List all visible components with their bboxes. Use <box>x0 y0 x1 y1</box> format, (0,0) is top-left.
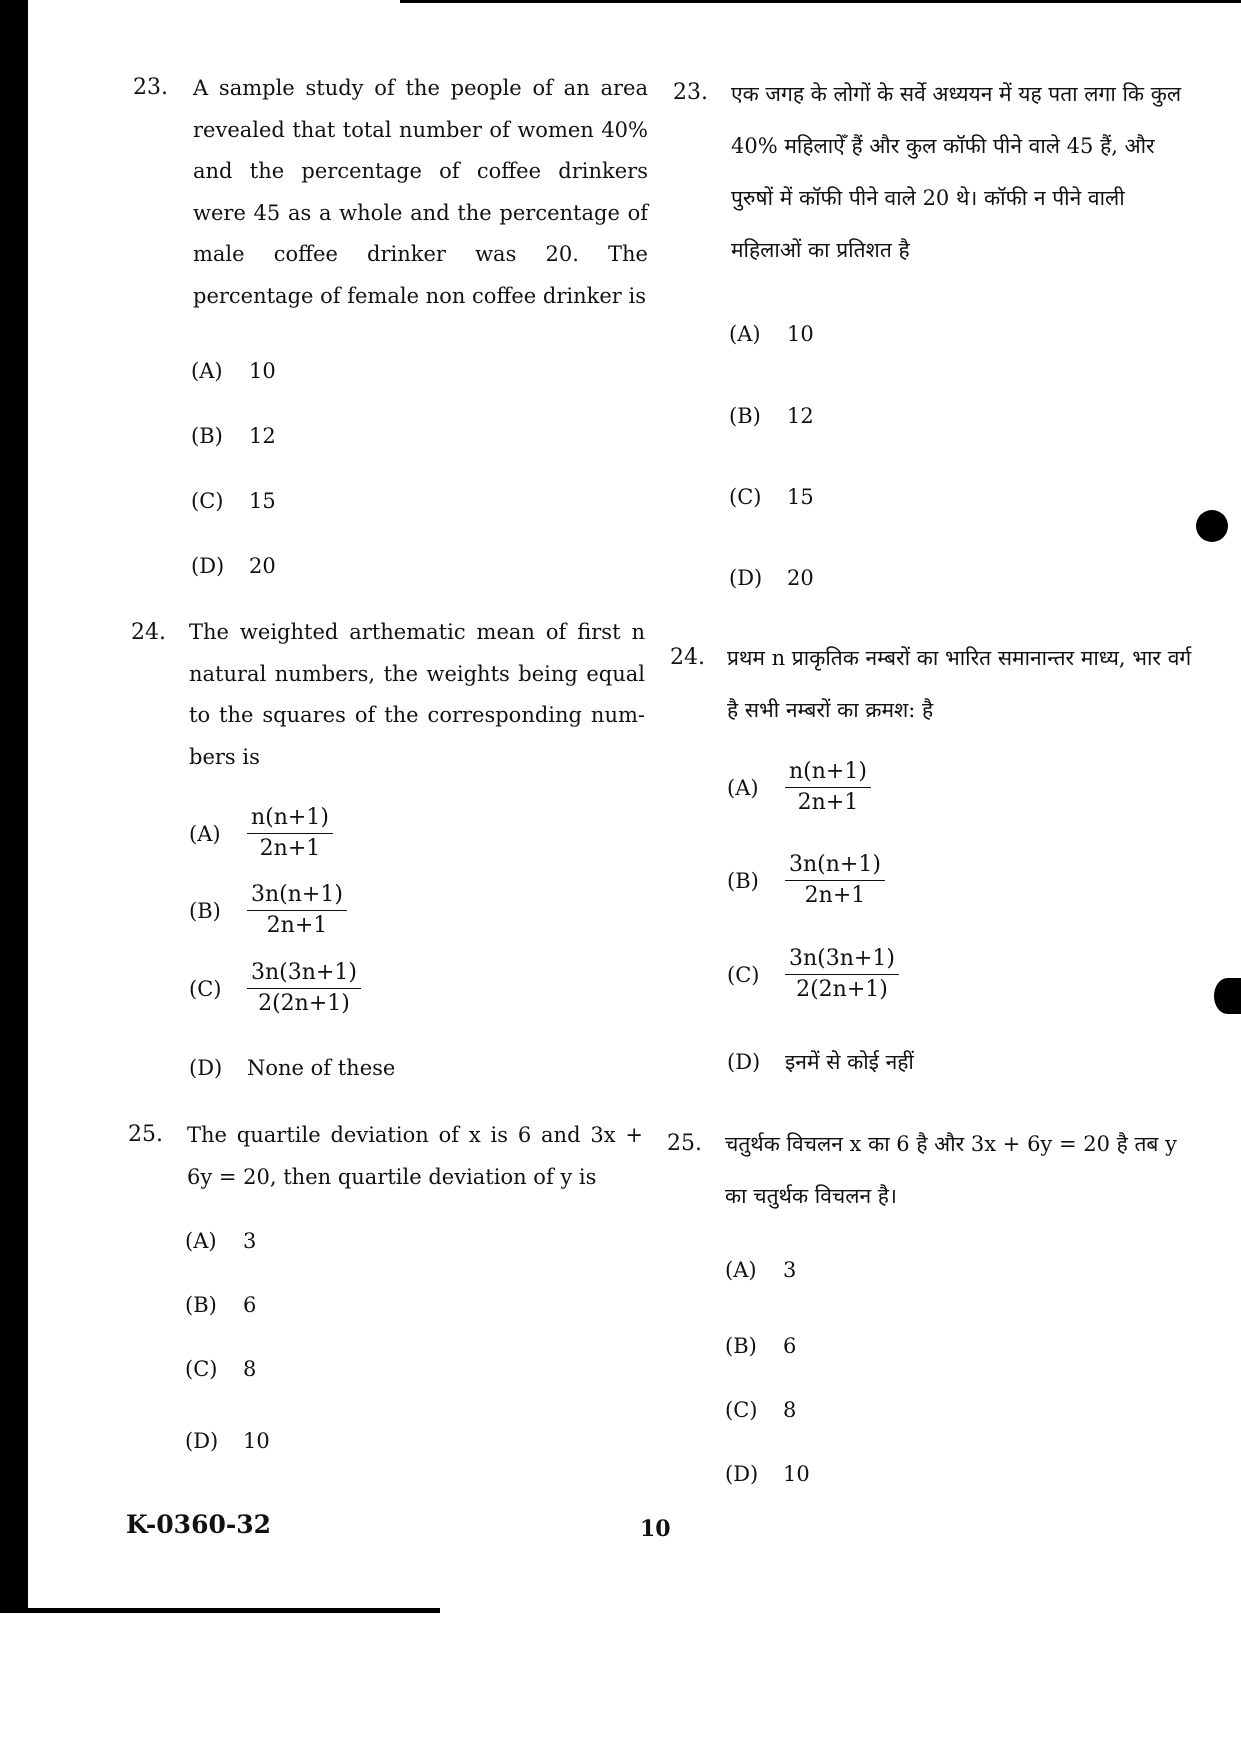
option-a: (A) 3 <box>185 1229 257 1253</box>
booklet-code: K-0360-32 <box>126 1510 272 1539</box>
option-d-hindi: (D) 20 <box>729 566 814 590</box>
option-b: (B) $\frac{3n(n+1)}{2n+1}$ <box>189 880 347 941</box>
fraction: $\frac{3n(n+1)}{2n+1}$ <box>785 850 885 911</box>
question-number: 24. <box>131 620 166 645</box>
option-a-hindi: (A) 10 <box>729 322 814 346</box>
option-c: (C) 8 <box>185 1357 257 1381</box>
page-number: 10 <box>640 1516 671 1542</box>
option-c: (C) 15 <box>191 489 276 513</box>
option-d: (D) None of these <box>189 1056 396 1080</box>
question-text-hindi: एक जगह के लोगों के सर्वे अध्ययन में यह पता लगा कि कुल 40% महिलाऐँ हैं और कुल कॉफी पीने वाले 45 हैं, और पुरुषों में कॉफी पीने वाले 20 थे। कॉफी न पीने वाली महिलाओं का प्रतिशत है <box>731 82 1182 262</box>
question-number: 23. <box>133 75 168 100</box>
option-b: (B) 12 <box>191 424 276 448</box>
question-number: 25. <box>128 1122 163 1147</box>
question-text-english: The quartile deviation of x is 6 and 3x + 6y = 20, then quartile deviation of y is <box>187 1123 643 1189</box>
option-b: (B) 6 <box>185 1293 257 1317</box>
question-number-hindi: 25. <box>667 1131 702 1156</box>
question-text-hindi: प्रथम n प्राकृतिक नम्बरों का भारित समानान्तर माध्य, भार वर्ग है सभी नम्बरों का क्रमश: है <box>727 646 1192 722</box>
fraction: $\frac{3n(3n+1)}{2(2n+1)}$ <box>247 958 361 1019</box>
option-d: (D) 20 <box>191 554 276 578</box>
option-b-hindi: (B) 12 <box>729 404 814 428</box>
option-a: (A) $\frac{n(n+1)}{2n+1}$ <box>189 803 333 864</box>
option-a-hindi: (A) $\frac{n(n+1)}{2n+1}$ <box>727 757 871 818</box>
scan-edge-bottom <box>0 1608 440 1613</box>
question-number-hindi: 23. <box>673 80 708 105</box>
fraction: $\frac{n(n+1)}{2n+1}$ <box>247 803 333 864</box>
scan-edge-left <box>0 0 28 1612</box>
punch-hole-mark <box>1214 978 1241 1014</box>
question-text-hindi: चतुर्थक विचलन x का 6 है और 3x + 6y = 20 है तब y का चतुर्थक विचलन है। <box>725 1132 1177 1208</box>
option-a-hindi: (A) 3 <box>725 1258 797 1282</box>
option-c-hindi: (C) $\frac{3n(3n+1)}{2(2n+1)}$ <box>727 944 899 1005</box>
question-text-english: The weighted arthematic mean of first n natural numbers, the weights being equal to the squares of the corresponding num-bers is <box>189 620 645 769</box>
option-b-hindi: (B) $\frac{3n(n+1)}{2n+1}$ <box>727 850 885 911</box>
question-text-english: A sample study of the people of an area revealed that total number of women 40% and the percentage of coffee drinkers were 45 as a whole and the percentage of male coffee drinker was 20. The percentage of female non coffee drinker is <box>193 76 648 308</box>
scan-edge-top <box>400 0 1241 3</box>
question-number-hindi: 24. <box>670 645 705 670</box>
option-d-hindi: (D) 10 <box>725 1462 810 1486</box>
option-c-hindi: (C) 15 <box>729 485 814 509</box>
fraction: $\frac{n(n+1)}{2n+1}$ <box>785 757 871 818</box>
fraction: $\frac{3n(3n+1)}{2(2n+1)}$ <box>785 944 899 1005</box>
option-c-hindi: (C) 8 <box>725 1398 797 1422</box>
option-d: (D) 10 <box>185 1429 270 1453</box>
option-b-hindi: (B) 6 <box>725 1334 797 1358</box>
punch-hole-mark <box>1196 510 1228 542</box>
fraction: $\frac{3n(n+1)}{2n+1}$ <box>247 880 347 941</box>
option-d-hindi: (D) इनमें से कोई नहीं <box>727 1050 914 1074</box>
option-c: (C) $\frac{3n(3n+1)}{2(2n+1)}$ <box>189 958 361 1019</box>
option-a: (A) 10 <box>191 359 276 383</box>
